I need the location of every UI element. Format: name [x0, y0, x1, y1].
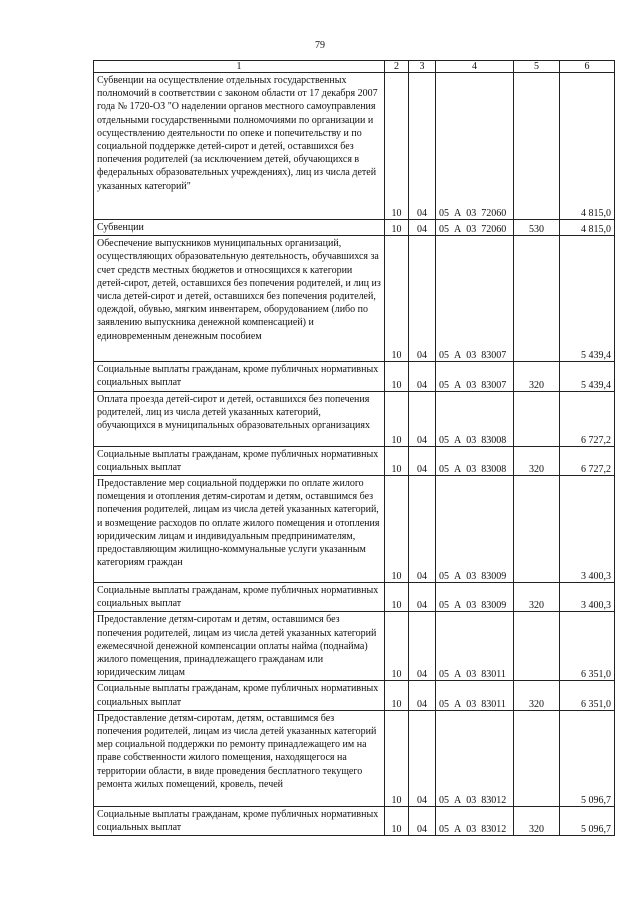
row-section: 10 — [385, 710, 409, 806]
row-code: 05 А 03 72060 — [436, 73, 514, 220]
row-amount: 6 727,2 — [560, 391, 615, 446]
table-row — [94, 583, 615, 612]
budget-table — [93, 60, 615, 836]
row-type — [514, 476, 560, 583]
row-code: 05 А 03 72060 — [436, 220, 514, 236]
row-code: 05 А 03 83012 — [436, 710, 514, 806]
row-amount: 4 815,0 — [560, 73, 615, 220]
table-row — [94, 710, 615, 806]
row-code: 05 А 03 83011 — [436, 612, 514, 681]
row-description: Социальные выплаты гражданам, кроме публичных нормативных социальных выплат — [94, 446, 385, 475]
row-section: 10 — [385, 73, 409, 220]
row-section: 10 — [385, 681, 409, 710]
row-amount: 6 351,0 — [560, 681, 615, 710]
row-amount: 5 096,7 — [560, 806, 615, 835]
row-subsection: 04 — [409, 362, 436, 391]
row-amount: 5 439,4 — [560, 236, 615, 362]
row-amount: 4 815,0 — [560, 220, 615, 236]
table-row — [94, 73, 615, 220]
row-subsection: 04 — [409, 583, 436, 612]
header-col-4: 4 — [436, 61, 514, 73]
row-type — [514, 73, 560, 220]
table-row — [94, 681, 615, 710]
row-description: Социальные выплаты гражданам, кроме публичных нормативных социальных выплат — [94, 362, 385, 391]
row-subsection: 04 — [409, 710, 436, 806]
row-description: Социальные выплаты гражданам, кроме публичных нормативных социальных выплат — [94, 806, 385, 835]
table-header-row — [94, 61, 615, 73]
row-code: 05 А 03 83007 — [436, 362, 514, 391]
row-type: 530 — [514, 220, 560, 236]
table-row — [94, 391, 615, 446]
row-subsection: 04 — [409, 391, 436, 446]
row-description: Обеспечение выпускников муниципальных организаций, осуществляющих образовательную деятельность, обучавшихся за счет средств местных бюджетов и относящихся к категории детей-сирот, детей, оставшихся без попечения родителей, и лиц из числа детей-сирот и детей, оставшихся без попечения родителей, одеждой, обувью, мягким инвентарем, оборудованием (либо по заявлению выпускника денежной компенсацией) и единовременным денежным пособием — [94, 236, 385, 362]
row-code: 05 А 03 83009 — [436, 476, 514, 583]
header-col-3: 3 — [409, 61, 436, 73]
row-description: Субвенции — [94, 220, 385, 236]
row-subsection: 04 — [409, 220, 436, 236]
row-amount: 3 400,3 — [560, 476, 615, 583]
row-subsection: 04 — [409, 73, 436, 220]
page-number: 79 — [315, 40, 325, 51]
row-description: Социальные выплаты гражданам, кроме публичных нормативных социальных выплат — [94, 583, 385, 612]
row-type — [514, 612, 560, 681]
row-type — [514, 236, 560, 362]
table-row — [94, 476, 615, 583]
row-description: Оплата проезда детей-сирот и детей, оставшихся без попечения родителей, лиц из числа детей указанных категорий, обучающихся в муниципальных образовательных организациях — [94, 391, 385, 446]
table-row — [94, 220, 615, 236]
row-code: 05 А 03 83012 — [436, 806, 514, 835]
row-code: 05 А 03 83007 — [436, 236, 514, 362]
row-code: 05 А 03 83011 — [436, 681, 514, 710]
row-description: Субвенции на осуществление отдельных государственных полномочий в соответствии с законом области от 17 декабря 2007 года № 1720-ОЗ "О наделении органов местного самоуправления отдельными государственными полномочиями по организации и осуществлению деятельности по опеке и попечительству и по социальной поддержке детей-сирот и детей, оставшихся без попечения родителей (за исключением детей, обучающихся в федеральных образовательных учреждениях), лиц из числа детей указанных категорий" — [94, 73, 385, 220]
row-subsection: 04 — [409, 446, 436, 475]
row-code: 05 А 03 83008 — [436, 446, 514, 475]
row-code: 05 А 03 83008 — [436, 391, 514, 446]
header-col-5: 5 — [514, 61, 560, 73]
row-section: 10 — [385, 391, 409, 446]
row-amount: 6 727,2 — [560, 446, 615, 475]
row-description: Предоставление детям-сиротам, детям, оставшимся без попечения родителей, лицам из числа детей указанных категорий мер социальной поддержки по ремонту принадлежащего им на праве собственности жилого помещения, находящегося на территории области, в виде проведения бесплатного текущего ремонта жилых помещений, кровель, печей — [94, 710, 385, 806]
header-col-6: 6 — [560, 61, 615, 73]
row-type: 320 — [514, 446, 560, 475]
header-col-2: 2 — [385, 61, 409, 73]
row-amount: 5 096,7 — [560, 710, 615, 806]
row-subsection: 04 — [409, 476, 436, 583]
row-section: 10 — [385, 446, 409, 475]
row-type — [514, 710, 560, 806]
row-type: 320 — [514, 362, 560, 391]
row-section: 10 — [385, 362, 409, 391]
row-section: 10 — [385, 220, 409, 236]
row-section: 10 — [385, 583, 409, 612]
row-section: 10 — [385, 236, 409, 362]
table-row — [94, 236, 615, 362]
row-description: Социальные выплаты гражданам, кроме публичных нормативных социальных выплат — [94, 681, 385, 710]
row-subsection: 04 — [409, 806, 436, 835]
table-row — [94, 446, 615, 475]
row-type: 320 — [514, 583, 560, 612]
table-row — [94, 612, 615, 681]
row-amount: 3 400,3 — [560, 583, 615, 612]
row-section: 10 — [385, 612, 409, 681]
row-code: 05 А 03 83009 — [436, 583, 514, 612]
row-section: 10 — [385, 806, 409, 835]
row-amount: 5 439,4 — [560, 362, 615, 391]
table-row — [94, 806, 615, 835]
row-subsection: 04 — [409, 236, 436, 362]
table-row — [94, 362, 615, 391]
row-type: 320 — [514, 681, 560, 710]
row-type: 320 — [514, 806, 560, 835]
row-description: Предоставление детям-сиротам и детям, оставшимся без попечения родителей, лицам из числа детей указанных категорий ежемесячной денежной компенсации оплаты найма (поднайма) жилого помещения, принадлежащего гражданам или юридическим лицам — [94, 612, 385, 681]
row-type — [514, 391, 560, 446]
header-col-1: 1 — [94, 61, 385, 73]
row-subsection: 04 — [409, 681, 436, 710]
row-subsection: 04 — [409, 612, 436, 681]
row-description: Предоставление мер социальной поддержки по оплате жилого помещения и отопления детям-сиротам и детям, оставшимся без попечения родителей, лицам из числа детей указанных категорий, и возмещение расходов по оплате жилого помещения и отопления юридическим лицам и индивидуальным предпринимателям, предоставляющим жилищно-коммунальные услуги указанным категориям граждан — [94, 476, 385, 583]
row-section: 10 — [385, 476, 409, 583]
row-amount: 6 351,0 — [560, 612, 615, 681]
